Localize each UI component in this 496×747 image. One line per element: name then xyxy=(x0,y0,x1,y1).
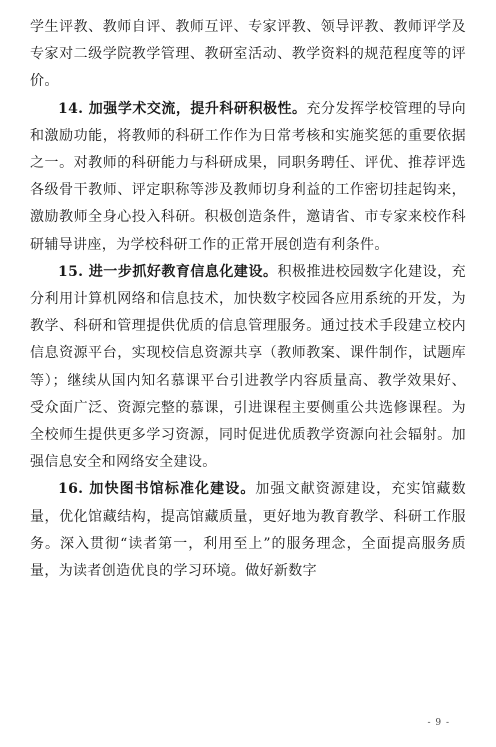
section-heading-14: 14. 加强学术交流，提升科研积极性。 xyxy=(58,100,307,117)
paragraph-academic-exchange xyxy=(30,96,466,259)
paragraph-text: 积极推进校园数字化建设，充分利用计算机网络和信息技术，加快数字校园各应用系统的开发，为教学、科研和管理提供优质的信息管理服务。通过技术手段建立校内信息资源平台，实现校信息资源共享（教师教案、课件制作，试题库等）；继续从国内知名慕课平台引进教学内容质量高、教学效果好、受众面广泛、资源完整的慕课，引进课程主要侧重公共选修课程。为全校师生提供更多学习资源，同时促进优质教学资源向社会辐射。加强信息安全和网络安全建设。 xyxy=(30,263,466,471)
paragraph-education-informatization xyxy=(30,259,466,477)
section-heading-15: 15. 进一步抓好教育信息化建设。 xyxy=(58,263,278,280)
section-heading-16: 16. 加快图书馆标准化建设。 xyxy=(58,481,256,498)
paragraph-evaluation-continuation xyxy=(30,14,466,96)
paragraph-text: 学生评教、教师自评、教师互评、专家评教、领导评教、教师评学及专家对二级学院教学管理、教研室活动、教学资料的规范程度等的评价。 xyxy=(30,19,466,90)
paragraph-text: 充分发挥学校管理的导向和激励功能，将教师的科研工作作为日常考核和实施奖惩的重要依据之一。对教师的科研能力与科研成果，同职务聘任、评优、推荐评选各级骨干教师、评定职称等涉及教师切身利益的工作密切挂起钩来，激励教师全身心投入科研。积极创造条件，邀请省、市专家来校作科研辅导讲座，为学校科研工作的正常开展创造有利条件。 xyxy=(30,100,466,253)
document-body xyxy=(30,14,466,585)
paragraph-text: 加强文献资源建设，充实馆藏数量，优化馆藏结构，提高馆藏质量，更好地为教育教学、科研工作服务。深入贯彻“读者第一，利用至上”的服务理念，全面提高服务质量，为读者创造优良的学习环境。做好新数字 xyxy=(30,481,466,580)
page-number: - 9 - xyxy=(427,718,450,728)
paragraph-library-standardization xyxy=(30,476,466,585)
